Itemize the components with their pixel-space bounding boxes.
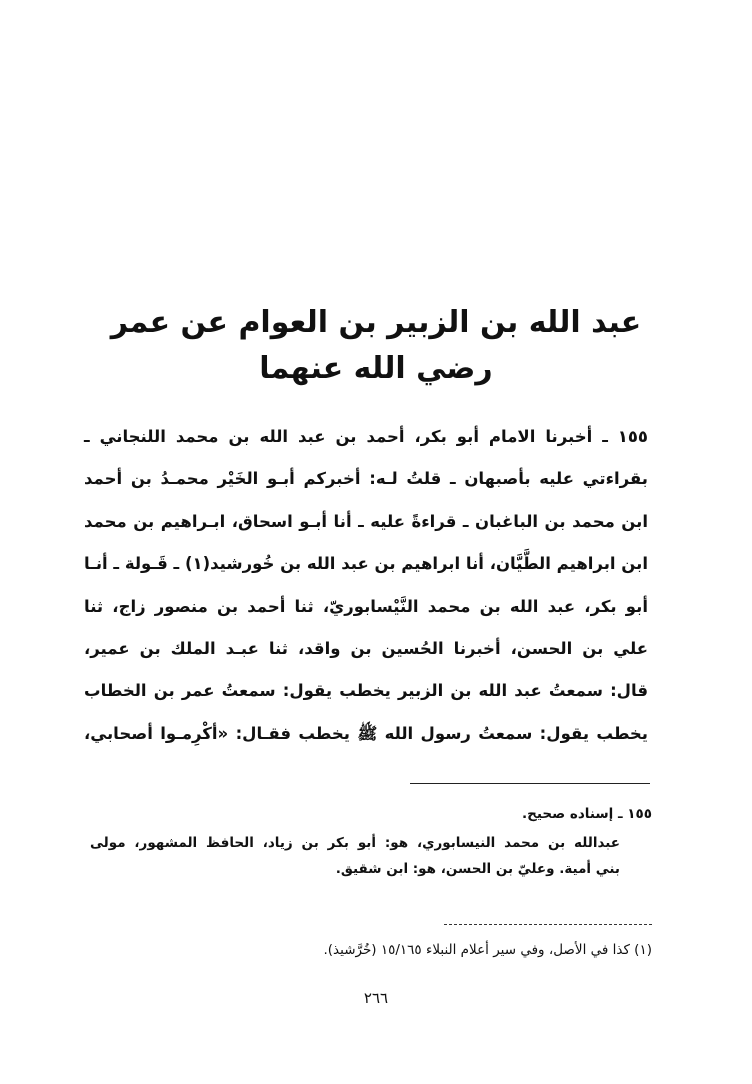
commentary-heading: ١٥٥ ـ إسناده صحيح.: [522, 806, 652, 822]
hadith-line: بقراءتي عليه بأصبهان ـ قلتُ لـه: أخبركم أبـو الخَيْر محمـدُ بن أحمد: [84, 469, 648, 489]
hadith-line: يخطب يقول: سمعتُ رسول الله ﷺ يخطب فقـال: «أكْرِمـوا أصحابي،: [84, 723, 648, 743]
hadith-text: [84, 420, 648, 759]
hadith-line: قال: سمعتُ عبد الله بن الزبير يخطب يقول: سمعتُ عمر بن الخطاب: [84, 681, 648, 701]
hadith-line: ابن ابراهيم الطَّيَّان، أنا ابراهيم بن عبد الله بن خُورشيد(١) ـ قَـولة ـ أنـا: [84, 554, 648, 574]
hadith-line: علي بن الحسن، أخبرنا الحُسين بن واقد، ثنا عبـد الملك بن عمير،: [84, 638, 648, 658]
hadith-line: ابن محمد بن الباغبان ـ قراءةً عليه ـ أنا أبـو اسحاق، ابـراهيم بن محمد: [84, 511, 648, 531]
hadith-line: ١٥٥ ـ أخبرنا الامام أبو بكر، أحمد بن عبد الله بن محمد اللنجاني ـ: [84, 427, 648, 446]
chapter-title-line-2: رضي الله عنهما: [259, 351, 493, 386]
commentary-line: عبدالله بن محمد النيسابوري، هو: أبو بكر بن زياد، الحافظ المشهور، مولى: [90, 835, 620, 851]
chapter-title: [80, 300, 672, 392]
footnote-divider: [410, 783, 650, 784]
page-number: ٢٦٦: [363, 989, 389, 1007]
note-divider: [444, 924, 652, 925]
commentary-line: بني أمية. وعليّ بن الحسن، هو: ابن شقيق.: [335, 861, 620, 877]
commentary-footnote: [90, 800, 652, 882]
chapter-title-line-1: عبد الله بن الزبير بن العوام عن عمر: [110, 305, 642, 340]
hadith-line: أبو بكر، عبد الله بن محمد النَّيْسابوريّ، ثنا أحمد بن منصور زاج، ثنا: [84, 596, 648, 616]
marginal-note: (١) كذا في الأصل، وفي سير أعلام النبلاء ١٥/١٦٥ (خُرَّشيذ).: [323, 942, 652, 958]
